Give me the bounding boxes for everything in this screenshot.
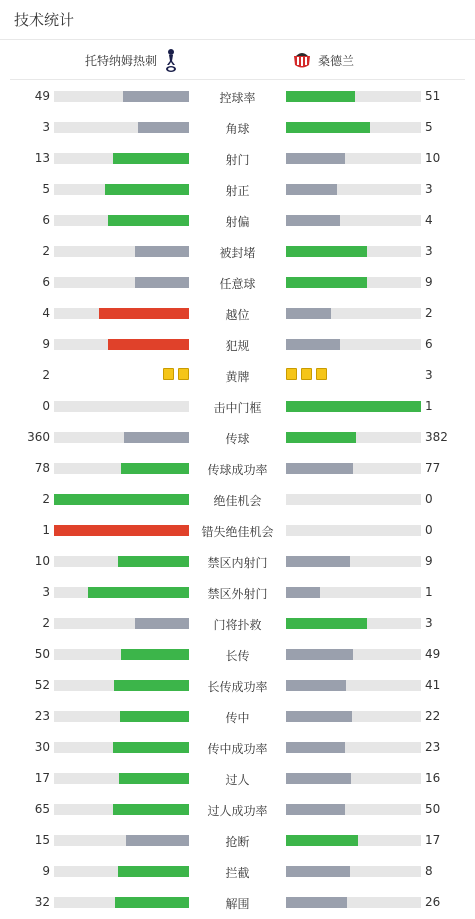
stat-label: 过人	[225, 773, 250, 787]
home-value: 3	[42, 120, 50, 134]
home-bar-fill	[119, 773, 189, 784]
away-value: 1	[425, 399, 433, 413]
home-value: 0	[42, 399, 50, 413]
away-value: 4	[425, 213, 433, 227]
home-value: 9	[42, 337, 50, 351]
away-bar	[286, 401, 421, 412]
home-value: 1	[42, 523, 50, 537]
home-bar-fill	[118, 556, 189, 567]
away-bar-fill	[286, 153, 345, 164]
stat-label: 越位	[225, 308, 250, 322]
stat-row	[0, 608, 475, 639]
away-value: 8	[425, 864, 433, 878]
away-team[interactable]	[292, 40, 354, 80]
home-bar	[54, 153, 189, 164]
home-team[interactable]	[85, 40, 179, 80]
stat-row	[0, 236, 475, 267]
away-value: 51	[425, 89, 441, 103]
away-bar	[286, 804, 421, 815]
stat-label: 射正	[225, 184, 250, 198]
stat-row	[0, 763, 475, 794]
home-bar-fill	[124, 432, 189, 443]
away-value: 3	[425, 616, 433, 630]
away-team-name: 桑德兰	[318, 53, 355, 68]
away-bar-fill	[286, 587, 320, 598]
home-bar-fill	[99, 308, 189, 319]
home-value: 4	[42, 306, 50, 320]
home-bar	[54, 804, 189, 815]
away-bar	[286, 432, 421, 443]
sunderland-crest-icon	[292, 50, 312, 70]
home-value: 50	[34, 647, 50, 661]
yellow-card-icon	[163, 368, 174, 380]
home-value: 360	[27, 430, 50, 444]
stat-label: 射偏	[225, 215, 250, 229]
away-bar-fill	[286, 184, 337, 195]
away-value: 16	[425, 771, 441, 785]
away-bar-fill	[286, 246, 367, 257]
away-bar	[286, 246, 421, 257]
away-bar-fill	[286, 122, 370, 133]
home-value: 52	[34, 678, 50, 692]
home-bar	[54, 618, 189, 629]
home-bar-fill	[115, 897, 189, 908]
stat-row	[0, 143, 475, 174]
away-bar	[286, 587, 421, 598]
stat-label: 击中门框	[213, 401, 262, 415]
away-bar	[286, 773, 421, 784]
away-bar	[286, 897, 421, 908]
home-bar-fill	[114, 680, 189, 691]
home-bar-fill	[88, 587, 189, 598]
away-value: 77	[425, 461, 441, 475]
home-value: 78	[34, 461, 50, 475]
home-value: 10	[34, 554, 50, 568]
away-bar	[286, 866, 421, 877]
away-bar	[286, 122, 421, 133]
home-bar-fill	[118, 866, 189, 877]
home-bar-fill	[123, 91, 189, 102]
home-value: 5	[42, 182, 50, 196]
stat-row	[0, 422, 475, 453]
home-bar	[54, 432, 189, 443]
stat-row	[0, 329, 475, 360]
home-bar	[54, 308, 189, 319]
away-bar	[286, 711, 421, 722]
stat-label: 绝佳机会	[213, 494, 262, 508]
away-bar	[286, 91, 421, 102]
away-bar	[286, 215, 421, 226]
away-value: 26	[425, 895, 441, 909]
away-value: 41	[425, 678, 441, 692]
stat-row	[0, 267, 475, 298]
home-bar	[54, 463, 189, 474]
stat-row	[0, 639, 475, 670]
away-value: 23	[425, 740, 441, 754]
stat-label: 解围	[225, 897, 250, 911]
stat-label: 禁区内射门	[207, 556, 268, 570]
home-value: 30	[34, 740, 50, 754]
away-value: 3	[425, 244, 433, 258]
home-bar	[54, 494, 189, 505]
page-header	[0, 0, 475, 40]
stat-label: 错失绝佳机会	[201, 525, 274, 539]
away-bar-fill	[286, 649, 353, 660]
stat-row	[0, 825, 475, 856]
away-bar	[286, 649, 421, 660]
home-value: 32	[34, 895, 50, 909]
home-value: 2	[42, 492, 50, 506]
home-bar	[54, 835, 189, 846]
home-value: 65	[34, 802, 50, 816]
away-bar-fill	[286, 556, 350, 567]
away-bar-fill	[286, 401, 421, 412]
home-bar	[54, 897, 189, 908]
home-bar	[54, 215, 189, 226]
home-value: 2	[42, 616, 50, 630]
home-bar-fill	[135, 618, 189, 629]
home-value: 23	[34, 709, 50, 723]
home-bar-fill	[108, 339, 189, 350]
away-value: 17	[425, 833, 441, 847]
away-bar	[286, 525, 421, 536]
stat-label: 拦截	[225, 866, 250, 880]
stat-row	[0, 546, 475, 577]
away-value: 0	[425, 492, 433, 506]
stat-label: 过人成功率	[207, 804, 268, 818]
away-value: 2	[425, 306, 433, 320]
stat-row	[0, 484, 475, 515]
away-cards	[286, 368, 327, 380]
home-bar	[54, 866, 189, 877]
stat-label: 门将扑救	[213, 618, 262, 632]
stat-row	[0, 112, 475, 143]
home-team-name: 托特纳姆热刺	[84, 53, 157, 68]
away-value: 3	[425, 182, 433, 196]
yellow-card-icon	[301, 368, 312, 380]
home-bar	[54, 91, 189, 102]
stat-label: 长传	[225, 649, 250, 663]
home-value: 49	[34, 89, 50, 103]
teams-header	[10, 40, 465, 80]
away-bar	[286, 153, 421, 164]
home-value: 9	[42, 864, 50, 878]
home-bar	[54, 587, 189, 598]
stat-row	[0, 174, 475, 205]
away-bar	[286, 618, 421, 629]
away-bar-fill	[286, 463, 353, 474]
away-bar-fill	[286, 897, 347, 908]
away-value: 9	[425, 554, 433, 568]
away-bar-fill	[286, 91, 355, 102]
home-bar	[54, 277, 189, 288]
away-bar	[286, 339, 421, 350]
stat-label: 黄牌	[225, 370, 250, 384]
stat-row	[0, 391, 475, 422]
away-bar	[286, 742, 421, 753]
home-bar-fill	[135, 246, 189, 257]
away-bar	[286, 680, 421, 691]
stat-row	[0, 577, 475, 608]
home-bar-fill	[54, 494, 189, 505]
away-value: 3	[425, 368, 433, 382]
stat-row	[0, 701, 475, 732]
home-bar-fill	[126, 835, 189, 846]
stat-row	[0, 81, 475, 112]
yellow-card-icon	[286, 368, 297, 380]
home-bar	[54, 680, 189, 691]
yellow-card-icon	[178, 368, 189, 380]
home-bar	[54, 556, 189, 567]
stat-row	[0, 887, 475, 918]
away-bar-fill	[286, 804, 345, 815]
away-bar-fill	[286, 432, 356, 443]
stat-label: 被封堵	[219, 246, 256, 260]
stat-row	[0, 298, 475, 329]
away-bar-fill	[286, 680, 346, 691]
home-bar	[54, 711, 189, 722]
home-bar-fill	[135, 277, 189, 288]
home-bar	[54, 525, 189, 536]
home-bar-fill	[54, 525, 189, 536]
stat-label: 角球	[225, 122, 250, 136]
stat-label: 传球成功率	[207, 463, 268, 477]
away-bar	[286, 277, 421, 288]
home-bar	[54, 246, 189, 257]
tottenham-crest-icon	[163, 47, 179, 73]
stat-label: 长传成功率	[207, 680, 268, 694]
home-value: 15	[34, 833, 50, 847]
away-value: 10	[425, 151, 441, 165]
home-bar	[54, 649, 189, 660]
home-bar	[54, 184, 189, 195]
stat-row	[0, 205, 475, 236]
stat-label: 犯规	[225, 339, 250, 353]
home-bar	[54, 339, 189, 350]
page-title: 技术统计	[14, 11, 75, 29]
stat-row	[0, 515, 475, 546]
home-bar	[54, 401, 189, 412]
away-value: 50	[425, 802, 441, 816]
home-bar-fill	[120, 711, 189, 722]
away-bar-fill	[286, 711, 352, 722]
stat-row	[0, 453, 475, 484]
away-value: 49	[425, 647, 441, 661]
home-bar-fill	[113, 153, 189, 164]
away-bar	[286, 308, 421, 319]
away-bar-fill	[286, 277, 367, 288]
home-value: 6	[42, 213, 50, 227]
home-bar	[54, 773, 189, 784]
away-value: 1	[425, 585, 433, 599]
away-bar	[286, 463, 421, 474]
home-bar-fill	[113, 742, 189, 753]
stat-row	[0, 794, 475, 825]
stat-label: 射门	[225, 153, 250, 167]
stat-row	[0, 360, 475, 391]
home-bar-fill	[113, 804, 189, 815]
away-bar	[286, 835, 421, 846]
stat-label: 任意球	[219, 277, 256, 291]
home-value: 6	[42, 275, 50, 289]
home-bar-fill	[121, 649, 189, 660]
yellow-card-icon	[316, 368, 327, 380]
home-value: 17	[34, 771, 50, 785]
home-bar-fill	[138, 122, 189, 133]
away-bar-fill	[286, 339, 340, 350]
home-value: 3	[42, 585, 50, 599]
away-value: 6	[425, 337, 433, 351]
stat-label: 抢断	[225, 835, 250, 849]
away-bar-fill	[286, 773, 351, 784]
home-bar-fill	[121, 463, 189, 474]
away-value: 9	[425, 275, 433, 289]
away-value: 0	[425, 523, 433, 537]
away-bar	[286, 556, 421, 567]
home-bar-fill	[108, 215, 189, 226]
home-bar-fill	[105, 184, 189, 195]
home-value: 2	[42, 244, 50, 258]
home-value: 2	[42, 368, 50, 382]
away-value: 22	[425, 709, 441, 723]
home-cards	[163, 368, 189, 380]
stat-label: 控球率	[219, 91, 256, 105]
stats-list	[0, 81, 475, 918]
away-bar	[286, 494, 421, 505]
away-bar-fill	[286, 742, 345, 753]
stat-row	[0, 670, 475, 701]
home-value: 13	[34, 151, 50, 165]
home-bar	[54, 122, 189, 133]
away-bar-fill	[286, 618, 367, 629]
away-bar	[286, 184, 421, 195]
stat-row	[0, 732, 475, 763]
stat-label: 传中	[225, 711, 250, 725]
away-bar-fill	[286, 215, 340, 226]
stat-label: 禁区外射门	[207, 587, 268, 601]
away-bar-fill	[286, 308, 331, 319]
away-bar-fill	[286, 866, 350, 877]
away-value: 5	[425, 120, 433, 134]
stat-row	[0, 856, 475, 887]
away-bar-fill	[286, 835, 358, 846]
away-value: 382	[425, 430, 448, 444]
stat-label: 传中成功率	[207, 742, 268, 756]
home-bar	[54, 742, 189, 753]
stat-label: 传球	[225, 432, 250, 446]
